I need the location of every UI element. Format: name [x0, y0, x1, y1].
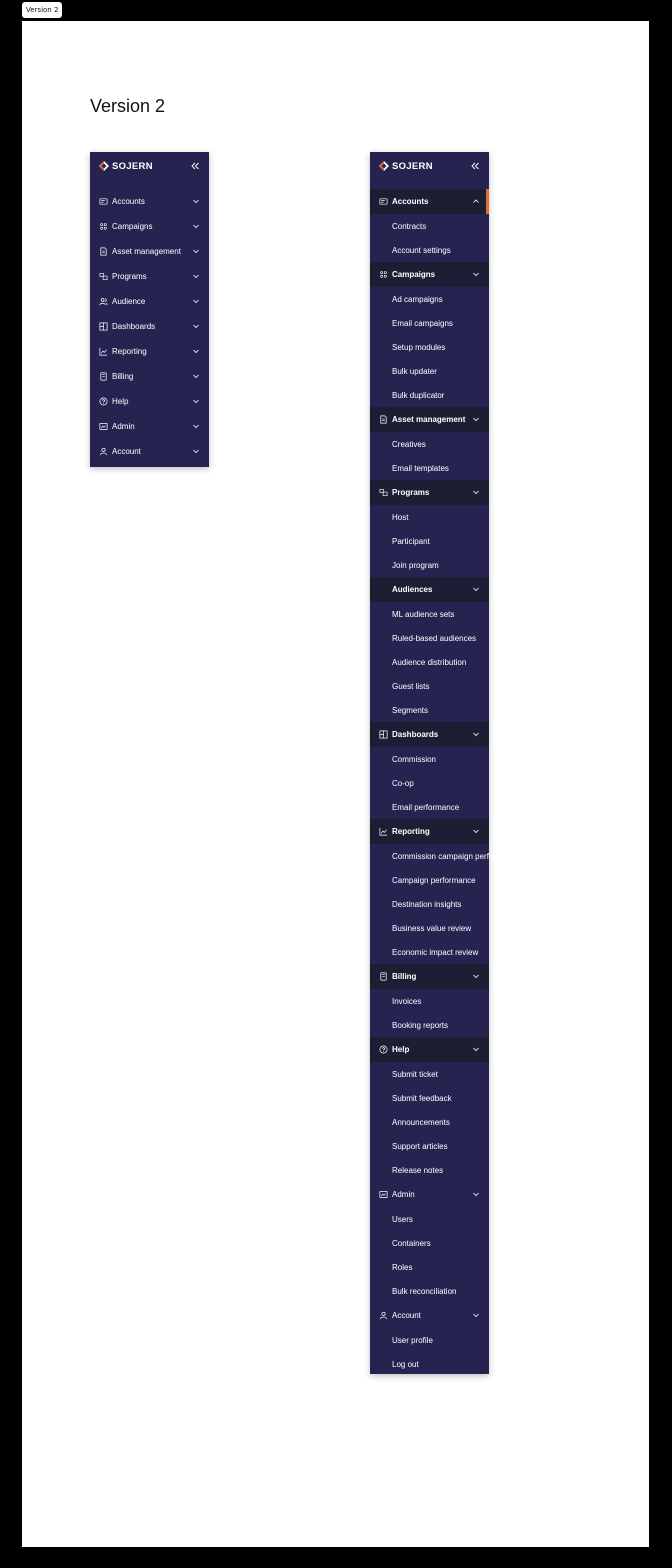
chevron-down-icon[interactable]	[472, 730, 480, 738]
nav-subitem[interactable]	[370, 529, 489, 553]
nav-item-programs[interactable]	[370, 480, 489, 505]
brand-logo[interactable]	[370, 152, 489, 180]
nav-subitem[interactable]	[370, 650, 489, 674]
chevron-down-icon[interactable]	[472, 1045, 480, 1053]
reporting-icon	[379, 827, 388, 836]
chevron-down-icon[interactable]	[192, 447, 200, 455]
chevron-down-icon[interactable]	[472, 488, 480, 496]
nav-subitem-label: Bulk updater	[392, 366, 437, 376]
sidebar-collapsed-variant	[90, 152, 209, 467]
nav-item-label: Programs	[112, 272, 147, 281]
nav-subitem-label: Email templates	[392, 463, 449, 473]
nav-item-dashboards[interactable]	[370, 722, 489, 747]
chevron-down-icon[interactable]	[192, 372, 200, 380]
nav-item-label: Admin	[112, 422, 135, 431]
campaigns-icon	[99, 222, 108, 231]
nav-subitem[interactable]	[370, 844, 521, 868]
programs-icon	[379, 488, 388, 497]
nav-subitem-label: Host	[392, 512, 409, 522]
nav-subitem-label: Economic impact review	[392, 947, 479, 957]
nav-subitem-label: Ad campaigns	[392, 294, 443, 304]
nav-item-accounts[interactable]	[90, 189, 209, 214]
nav-item-label: Accounts	[392, 197, 429, 206]
brand-name: SOJERN	[112, 160, 153, 172]
nav-subitem[interactable]	[370, 1062, 489, 1086]
account-icon	[379, 1311, 388, 1320]
account-icon	[99, 447, 108, 456]
nav-subitem-label: Submit feedback	[392, 1093, 452, 1103]
nav-subitem-label: Email performance	[392, 802, 460, 812]
nav-subitem[interactable]	[370, 311, 489, 335]
nav-item-account[interactable]	[90, 439, 209, 464]
nav-subitem-label: Campaign performance	[392, 875, 476, 885]
chevron-down-icon[interactable]	[192, 322, 200, 330]
audience-icon	[99, 297, 108, 306]
nav-subitem[interactable]	[370, 1255, 489, 1279]
nav-subitem[interactable]	[370, 1352, 489, 1376]
nav-subitem[interactable]	[370, 1134, 489, 1158]
chevron-down-icon[interactable]	[192, 347, 200, 355]
nav-item-label: Programs	[392, 488, 430, 497]
nav-subitem-label: Participant	[392, 536, 430, 546]
nav-subitem[interactable]	[370, 238, 489, 262]
nav-subitem-label: Bulk reconciliation	[392, 1286, 457, 1296]
nav-subitem[interactable]	[370, 1328, 489, 1352]
nav-subitem-label: Announcements	[392, 1117, 450, 1127]
nav-subitem-label: Containers	[392, 1238, 431, 1248]
chevron-up-icon[interactable]	[472, 197, 480, 205]
nav-item-admin[interactable]	[370, 1182, 489, 1207]
nav-subitem[interactable]	[370, 359, 489, 383]
nav-subitem-label: Users	[392, 1214, 413, 1224]
chevron-down-icon[interactable]	[472, 415, 480, 423]
nav-subitem[interactable]	[370, 602, 489, 626]
nav-subitem-label: Account settings	[392, 245, 451, 255]
sojern-logo-icon	[379, 161, 389, 171]
nav-item-label: Asset management	[112, 247, 181, 256]
admin-icon	[99, 422, 108, 431]
nav-item-label: Campaigns	[392, 270, 436, 279]
chevron-down-icon[interactable]	[192, 272, 200, 280]
nav-subitem-label: Segments	[392, 705, 429, 715]
asset-icon	[99, 247, 108, 256]
help-icon	[99, 397, 108, 406]
reporting-icon	[99, 347, 108, 356]
nav-item-label: Account	[392, 1311, 421, 1320]
chevron-down-icon[interactable]	[192, 422, 200, 430]
page-title: Version 2	[90, 96, 166, 116]
nav-item-audience[interactable]	[90, 289, 209, 314]
nav-subitem-label: User profile	[392, 1335, 433, 1345]
nav-subitem[interactable]	[370, 698, 489, 722]
nav-item-help[interactable]	[90, 389, 209, 414]
nav-subitem-label: Support articles	[392, 1141, 448, 1151]
nav-subitem[interactable]	[370, 747, 489, 771]
nav-item-label: Dashboards	[392, 730, 439, 739]
nav-item-reporting[interactable]	[370, 819, 489, 844]
nav-subitem-label: ML audience sets	[392, 609, 455, 619]
collapse-sidebar-icon[interactable]	[190, 161, 200, 171]
version-tag: Version 2	[22, 2, 62, 18]
collapse-sidebar-icon[interactable]	[470, 161, 480, 171]
nav-subitem[interactable]	[370, 1013, 489, 1037]
nav-subitem[interactable]	[370, 432, 489, 456]
help-icon	[379, 1045, 388, 1054]
chevron-down-icon[interactable]	[472, 972, 480, 980]
chevron-down-icon[interactable]	[472, 827, 480, 835]
nav-item-help[interactable]	[370, 1037, 489, 1062]
programs-icon	[99, 272, 108, 281]
nav-item-campaigns[interactable]	[370, 262, 489, 287]
nav-subitem-label: Audience distribution	[392, 657, 467, 667]
sidebar-expanded-variant	[370, 152, 521, 1374]
nav-subitem[interactable]	[370, 795, 489, 819]
nav-subitem-label: Co-op	[392, 778, 414, 788]
nav-subitem-label: Contracts	[392, 221, 427, 231]
nav-subitem[interactable]	[370, 989, 489, 1013]
sidebar-menu	[370, 189, 521, 1376]
accounts-icon	[99, 197, 108, 206]
nav-subitem[interactable]	[370, 1207, 489, 1231]
nav-subitem[interactable]	[370, 1231, 489, 1255]
nav-item-label: Audiences	[392, 585, 433, 594]
billing-icon	[99, 372, 108, 381]
nav-item-asset-management[interactable]	[90, 239, 209, 264]
dashboards-icon	[99, 322, 108, 331]
brand-name: SOJERN	[392, 160, 433, 172]
nav-item-label: Reporting	[112, 347, 147, 356]
chevron-down-icon[interactable]	[192, 397, 200, 405]
nav-subitem[interactable]	[370, 1279, 489, 1303]
nav-subitem[interactable]	[370, 892, 489, 916]
nav-subitem-label: Creatives	[392, 439, 426, 449]
nav-subitem-label: Log out	[392, 1359, 419, 1369]
nav-subitem[interactable]	[370, 383, 489, 407]
nav-subitem-label: Join program	[392, 560, 439, 570]
nav-subitem-label: Email campaigns	[392, 318, 453, 328]
nav-subitem-label: Booking reports	[392, 1020, 449, 1030]
chevron-down-icon[interactable]	[472, 1190, 480, 1198]
nav-item-admin[interactable]	[90, 414, 209, 439]
nav-subitem[interactable]	[370, 674, 489, 698]
nav-subitem[interactable]	[370, 626, 489, 650]
nav-item-asset-management[interactable]	[370, 407, 489, 432]
nav-subitem-label: Commission campaign performance	[392, 851, 521, 861]
nav-subitem[interactable]	[370, 940, 489, 964]
nav-item-programs[interactable]	[90, 264, 209, 289]
nav-item-dashboards[interactable]	[90, 314, 209, 339]
asset-icon	[379, 415, 388, 424]
nav-subitem[interactable]	[370, 214, 489, 238]
nav-subitem-label: Business value review	[392, 923, 472, 933]
nav-subitem-label: Destination insights	[392, 899, 462, 909]
nav-subitem[interactable]	[370, 335, 489, 359]
chevron-down-icon[interactable]	[472, 1311, 480, 1319]
nav-subitem-label: Release notes	[392, 1165, 444, 1175]
nav-item-billing[interactable]	[370, 964, 489, 989]
sidebar-menu	[90, 189, 209, 464]
nav-item-label: Help	[112, 397, 129, 406]
nav-item-reporting[interactable]	[90, 339, 209, 364]
campaigns-icon	[379, 270, 388, 279]
nav-subitem[interactable]	[370, 456, 489, 480]
nav-subitem[interactable]	[370, 771, 489, 795]
nav-item-label: Accounts	[112, 197, 145, 206]
nav-subitem-label: Commission	[392, 754, 437, 764]
nav-item-account[interactable]	[370, 1303, 489, 1328]
chevron-down-icon[interactable]	[472, 585, 480, 593]
nav-subitem-label: Roles	[392, 1262, 413, 1272]
sojern-logo-icon	[99, 161, 109, 171]
nav-subitem[interactable]	[370, 1086, 489, 1110]
nav-item-label: Campaigns	[112, 222, 153, 231]
nav-subitem-label: Guest lists	[392, 681, 430, 691]
nav-item-label: Billing	[112, 372, 134, 381]
nav-subitem-label: Setup modules	[392, 342, 446, 352]
nav-subitem[interactable]	[370, 868, 489, 892]
accounts-icon	[379, 197, 388, 206]
nav-subitem-label: Submit ticket	[392, 1069, 438, 1079]
nav-item-accounts[interactable]	[370, 189, 489, 214]
brand-logo[interactable]	[90, 152, 209, 180]
chevron-down-icon[interactable]	[472, 270, 480, 278]
nav-subitem-label: Bulk duplicator	[392, 390, 445, 400]
nav-item-label: Billing	[392, 972, 417, 981]
nav-item-label: Asset management	[392, 415, 466, 424]
nav-item-label: Help	[392, 1045, 410, 1054]
chevron-down-icon[interactable]	[192, 247, 200, 255]
dashboards-icon	[379, 730, 388, 739]
chevron-down-icon[interactable]	[192, 297, 200, 305]
nav-subitem[interactable]	[370, 553, 489, 577]
chevron-down-icon[interactable]	[192, 197, 200, 205]
nav-subitem[interactable]	[370, 916, 489, 940]
billing-icon	[379, 972, 388, 981]
audience-icon	[379, 585, 388, 594]
nav-subitem[interactable]	[370, 1158, 489, 1182]
nav-subitem[interactable]	[370, 505, 489, 529]
chevron-down-icon[interactable]	[192, 222, 200, 230]
nav-item-label: Dashboards	[112, 322, 156, 331]
nav-subitem[interactable]	[370, 287, 489, 311]
nav-item-label: Audience	[112, 297, 146, 306]
admin-icon	[379, 1190, 388, 1199]
nav-subitem-label: Invoices	[392, 996, 422, 1006]
nav-item-campaigns[interactable]	[90, 214, 209, 239]
nav-item-audiences[interactable]	[370, 577, 489, 602]
nav-subitem[interactable]	[370, 1110, 489, 1134]
nav-item-label: Admin	[392, 1190, 415, 1199]
nav-item-billing[interactable]	[90, 364, 209, 389]
nav-item-label: Reporting	[392, 827, 430, 836]
nav-subitem-label: Ruled-based audiences	[392, 633, 477, 643]
nav-item-label: Account	[112, 447, 141, 456]
